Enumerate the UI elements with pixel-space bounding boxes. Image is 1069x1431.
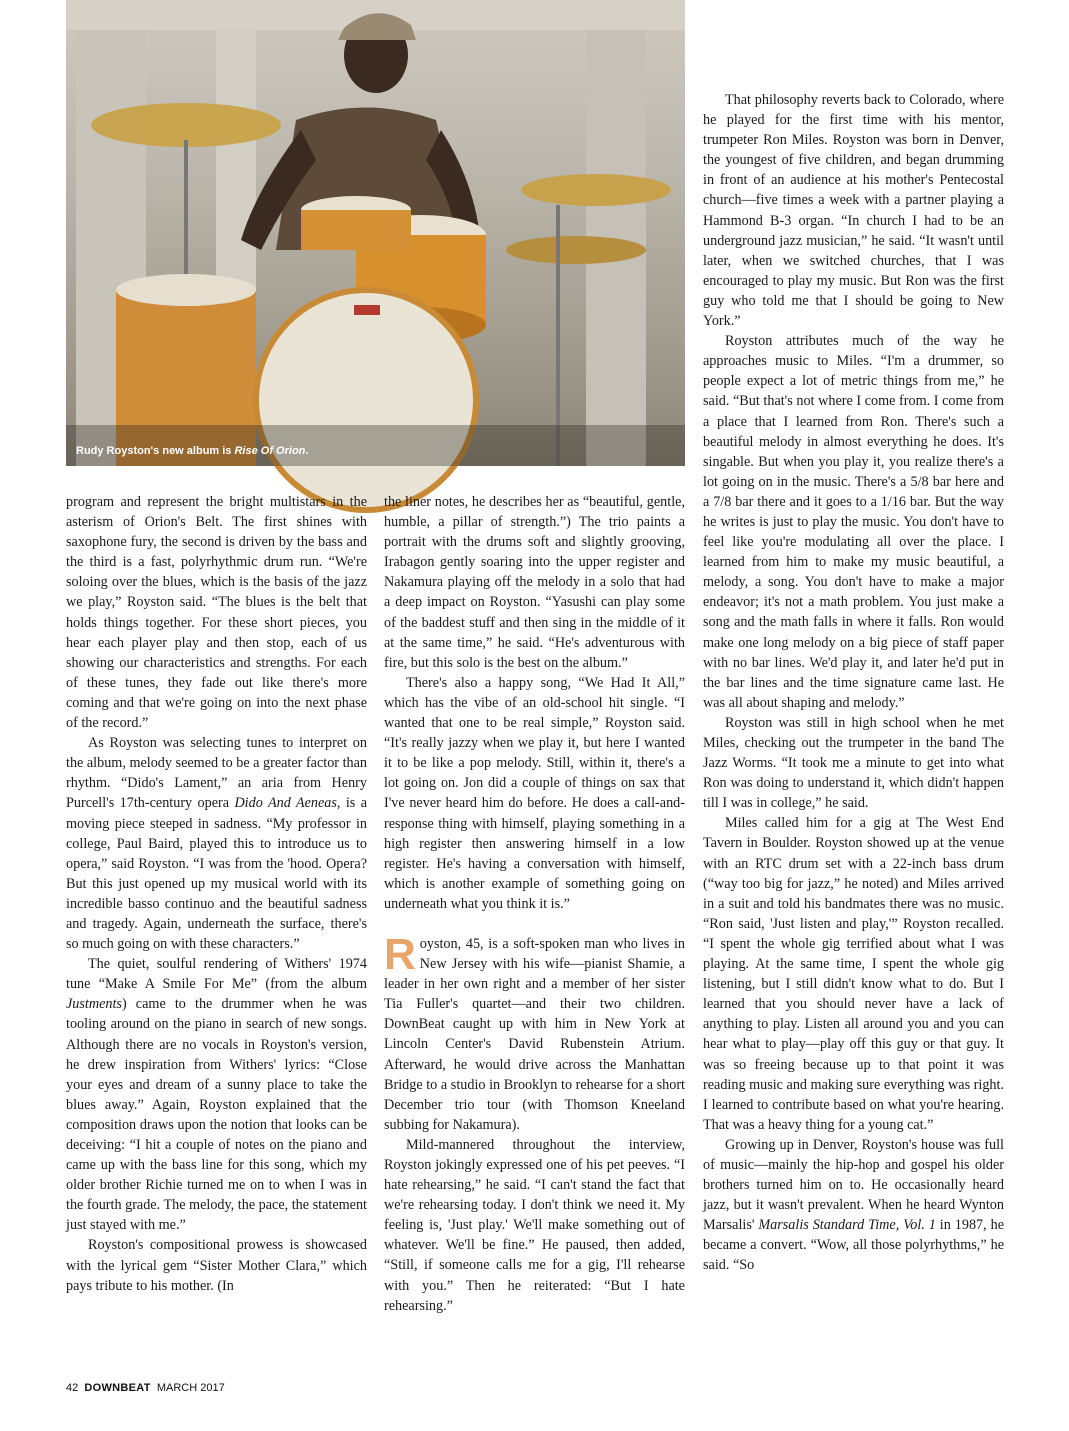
caption-text: Rudy Royston's new album is bbox=[76, 445, 235, 457]
article-column-1 bbox=[66, 492, 367, 1296]
paragraph: That philosophy reverts back to Colorado, where he played for the first time with his mentor, trumpeter Ron Miles. Royston was born in Denver, the youngest of five children, and began drumming in front of an audience at his mother's Pentecostal church—five times a week with a partner playing a Hammond B-3 organ. “In church I had to be an underground jazz musician,” he said. “It wasn't until later, when we switched churches, that I was encouraged to play my music. But Ron was the first guy who told me that I should be going to New York.” bbox=[703, 92, 1004, 330]
magazine-name: DOWNBEAT bbox=[84, 1382, 151, 1394]
photo-credit: ANDREA CANTER bbox=[734, 13, 743, 88]
paragraph: As Royston was selecting tunes to interpret on the album, melody seemed to be a greater factor than rhythm. “Dido's Lament,” an aria from Henry Purcell's 17th-century opera Dido And Aeneas, is a moving piece steeped in sadness. “My professor in college, Paul Baird, played this to introduce us to opera,” said Royston. “I was from the 'hood. Opera? But this just opened up my musical world with its incredible basso continuo and the beautiful sadness and tragedy. Again, underneath the surface, there's so much going on with these characters.” bbox=[66, 735, 367, 953]
paragraph: the liner notes, he describes her as “beautiful, gentle, humble, a pillar of strength.”) The trio paints a portrait with the drums soft and slightly grooving, Irabagon gently soaring into the upper register and Nakamura playing off the melody in a solo that had a deep impact on Royston. “Yasushi can play some of the baddest stuff and then sing in the middle of it at the same time,” he said. “He's adventurous with fire, but this solo is the best on the album.” bbox=[384, 494, 685, 671]
drop-cap: R bbox=[384, 929, 416, 979]
article-column-3 bbox=[703, 90, 1004, 1276]
page-folio bbox=[66, 1382, 225, 1394]
paragraph: Royston attributes much of the way he approaches music to Miles. “I'm a drummer, so people expect a lot of metric things from me,” he said. “But that's not where I come from. I come from a place that I learned from Ron. There's such a beautiful melody in almost everything he does. It's singable. But when you play it, you realize there's a lot going on in the music. There's a 5/8 bar here and a 7/8 bar there and it goes to a 1/16 bar. But the way he writes is just to play the music. You don't have to feel like you're modulating all over the place. I learned from him to make my music beautiful, a melody, a song. You don't have to make a major endeavor; it's not a math problem. You just make a song and the math falls in where it falls. Ron would make one long melody on a big piece of staff paper with no bar lines. We'd play it, and later he'd put in the bar lines and the time signature came last. He was all about shaping and melody.” bbox=[703, 333, 1004, 711]
caption-album-title: Rise Of Orion bbox=[234, 445, 306, 457]
photo-caption bbox=[76, 445, 308, 457]
drummer-photo-illustration bbox=[66, 0, 685, 466]
paragraph: There's also a happy song, “We Had It All,” which has the vibe of an old-school hit single. “I wanted that one to be real simple,” Royston said. “It's really jazzy when we play it, but here I wanted it to be like a pop melody. Still, within it, there's a lot going on. Jon did a couple of things on sax that I've never heard him do before. He does a call-and-response thing with himself, playing something in a high register then answering himself in a low register. He's having a conversation with himself, which is another example of something going on underneath what you think it is.” bbox=[384, 674, 685, 912]
title-italic: Justments bbox=[66, 996, 122, 1013]
article-column-2 bbox=[384, 492, 685, 1316]
paragraph: Royston was still in high school when he met Miles, checking out the trumpeter in the band The Jazz Worms. “It took me a minute to get into what Ron was doing to understand it, which didn't happen till I was in college,” he said. bbox=[703, 714, 1004, 812]
paragraph: Mild-mannered throughout the interview, Royston jokingly expressed one of his pet peeves. “I hate rehearsing,” he said. “I can't stand the fact that we're rehearsing today. I don't think we need it. My feeling is, 'Just play.' We'll make something out of whatever. We'll be fine.” He paused, then added, “Still, if someone calls me for a gig, I'll rehearse with you.” Then he reiterated: “But I hate rehearsing.” bbox=[384, 1136, 685, 1314]
paragraph: Miles called him for a gig at The West End Tavern in Boulder. Royston showed up at the venue with an RTC drum set with a 22-inch bass drum (“way too big for jazz,” he noted) and Miles arrived in a suit and told his bandmates there was no music. “Ron said, 'Just listen and play,'” Royston recalled. “I spent the whole gig terrified about what I was playing. At the same time, I spent the whole gig listening, but I still didn't know what to do. But I learned that you should never have a lack of anything to play. Listen all around you and you can hear what to play—play off this guy or that guy. It was so freeing because up to that point it was reading music and making sure everything was right. I learned to contribute based on what you're hearing. That was a heavy thing for a young cat.” bbox=[703, 815, 1005, 1133]
page-number: 42 bbox=[66, 1382, 79, 1394]
paragraph: The quiet, soulful rendering of Withers' 1974 tune “Make A Smile For Me” (from the album Justments) came to the drummer when he was tooling around on the piano in search of new songs. Although there are no vocals in Royston's version, he drew inspiration from Withers' lyrics: “Close your eyes and dream of a sunny place to take the blues away.” Again, Royston explained that the composition draws upon the notion that looks can be deceiving: “I hit a couple of notes on the piano and came up with the bass line for this song, which my older brother Richie turned me on to when I was in the fourth grade. The melody, the pace, the statement just stayed with me.” bbox=[66, 956, 367, 1234]
paragraph: Growing up in Denver, Royston's house was full of music—mainly the hip-hop and gospel his older brothers turned him on to. He occasionally heard jazz, but it wasn't prevalent. When he heard Wynton Marsalis' Marsalis Standard Time, Vol. 1 in 1987, he became a convert. “Wow, all those polyrhythms,” he said. “So bbox=[703, 1136, 1004, 1274]
section-start-paragraph: Royston, 45, is a soft-spoken man who lives in New Jersey with his wife—pianist Shamie, a leader in her own right and a member of her sister Tia Fuller's quartet—and their two children. DownBeat caught up with him in New York at Lincoln Center's David Rubenstein Atrium. Afterward, he would drive across the Manhattan Bridge to a studio in Brooklyn to rehearse for a short December trio tour (with Thomson Kneeland subbing for Nakamura). bbox=[384, 929, 685, 1133]
caption-suffix: . bbox=[305, 445, 309, 457]
paragraph: program and represent the bright multistars in the asterism of Orion's Belt. The first shines with saxophone fury, the second is driven by the bass and the third is a fast, polyrhythmic drum run. “We're soloing over the blues, which is the basis of the jazz we play,” Royston said. “The blues is the belt that holds things together. For these short pieces, you hear each player play and then stop, each of us showing our characteristics and strengths. For each of these tunes, they fade out like there's more coming and that we're going on into the next phase of the record.” bbox=[66, 494, 367, 732]
paragraph: Royston's compositional prowess is showcased with the lyrical gem “Sister Mother Clara,” which pays tribute to his mother. (In bbox=[66, 1237, 367, 1294]
issue-date: MARCH 2017 bbox=[156, 1382, 225, 1394]
hero-photo bbox=[66, 0, 743, 466]
title-italic: Marsalis Standard Time, Vol. 1 bbox=[758, 1217, 936, 1234]
title-italic: Dido And Aeneas bbox=[234, 795, 337, 812]
